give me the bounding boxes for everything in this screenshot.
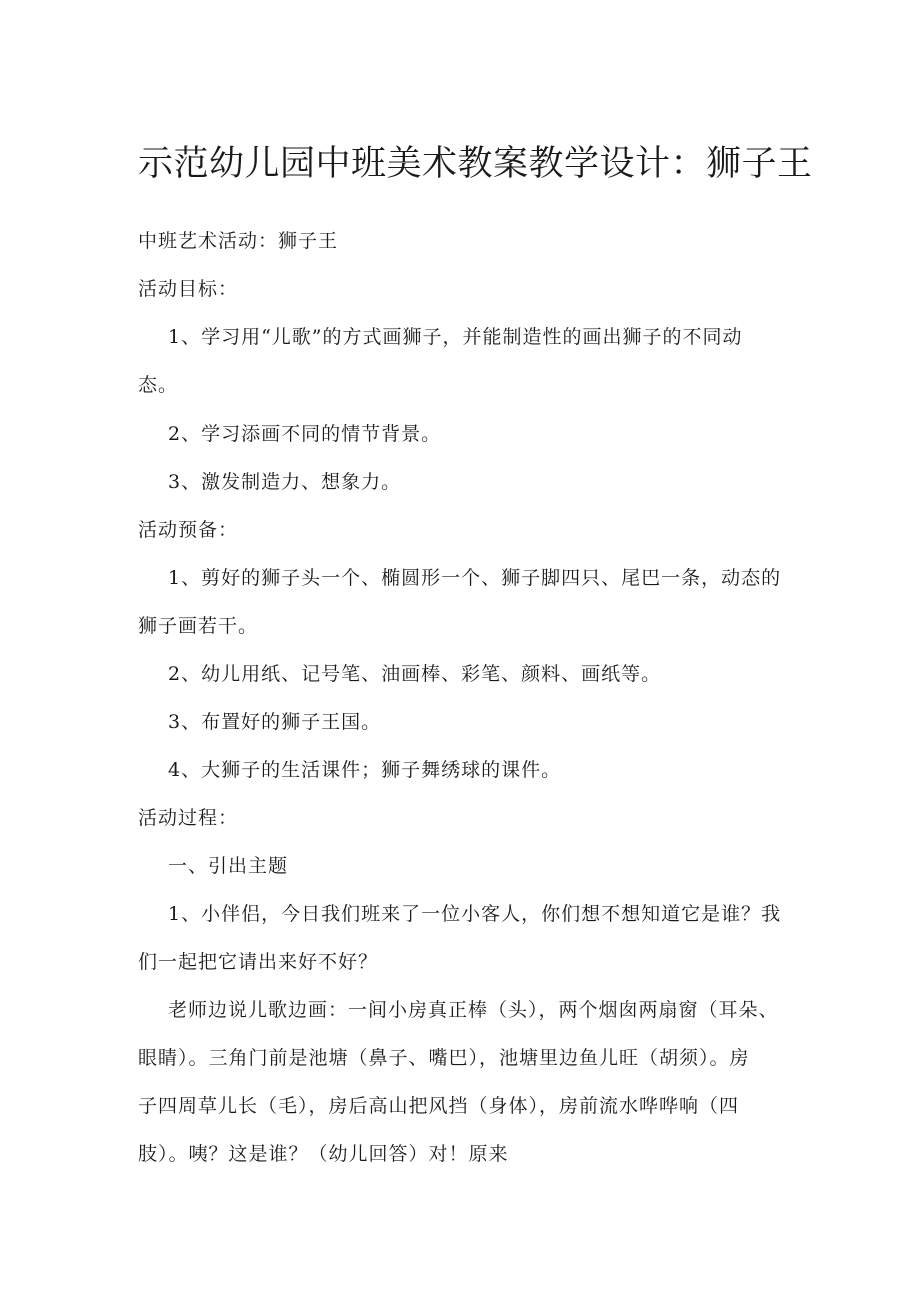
activity-name: 中班艺术活动：狮子王 (138, 230, 339, 252)
rhyme-paragraph: 老师边说儿歌边画：一间小房真正棒（头），两个烟囱两扇窗（耳朵、 (168, 999, 779, 1021)
rhyme-paragraph-line-3: 子四周草儿长（毛），房后高山把风挡（身体），房前流水哗哗响（四 (138, 1095, 740, 1117)
rhyme-paragraph-line-2: 眼睛）。三角门前是池塘（鼻子、嘴巴），池塘里边鱼儿旺（胡须）。房 (138, 1047, 750, 1069)
goal-1: 1、学习用“儿歌”的方式画狮子，并能制造性的画出狮子的不同动 (168, 326, 743, 348)
section-heading-process: 活动过程： (138, 807, 239, 829)
rhyme-paragraph-line-4: 肢）。咦？这是谁？（幼儿回答）对！原来 (138, 1143, 509, 1165)
section-heading-preparation: 活动预备： (138, 519, 239, 541)
preparation-1-continued: 狮子画若干。 (138, 615, 259, 637)
process-paragraph-1-continued: 们一起把它请出来好不好？ (138, 951, 379, 973)
goal-2: 2、学习添画不同的情节背景。 (168, 423, 442, 445)
process-paragraph-1: 1、小伴侣，今日我们班来了一位小客人，你们想不想知道它是谁？我 (168, 903, 782, 925)
preparation-2: 2、幼儿用纸、记号笔、油画棒、彩笔、颜料、画纸等。 (168, 663, 662, 685)
document-title: 示范幼儿园中班美术教案教学设计：狮子王 (138, 144, 813, 184)
goal-1-continued: 态。 (138, 374, 179, 396)
section-heading-goals: 活动目标： (138, 278, 239, 300)
preparation-1: 1、剪好的狮子头一个、椭圆形一个、狮子脚四只、尾巴一条，动态的 (168, 567, 782, 589)
goal-3: 3、激发制造力、想象力。 (168, 471, 402, 493)
preparation-4: 4、大狮子的生活课件；狮子舞绣球的课件。 (168, 759, 562, 781)
preparation-3: 3、布置好的狮子王国。 (168, 711, 382, 733)
process-step-heading: 一、引出主题 (168, 855, 289, 877)
